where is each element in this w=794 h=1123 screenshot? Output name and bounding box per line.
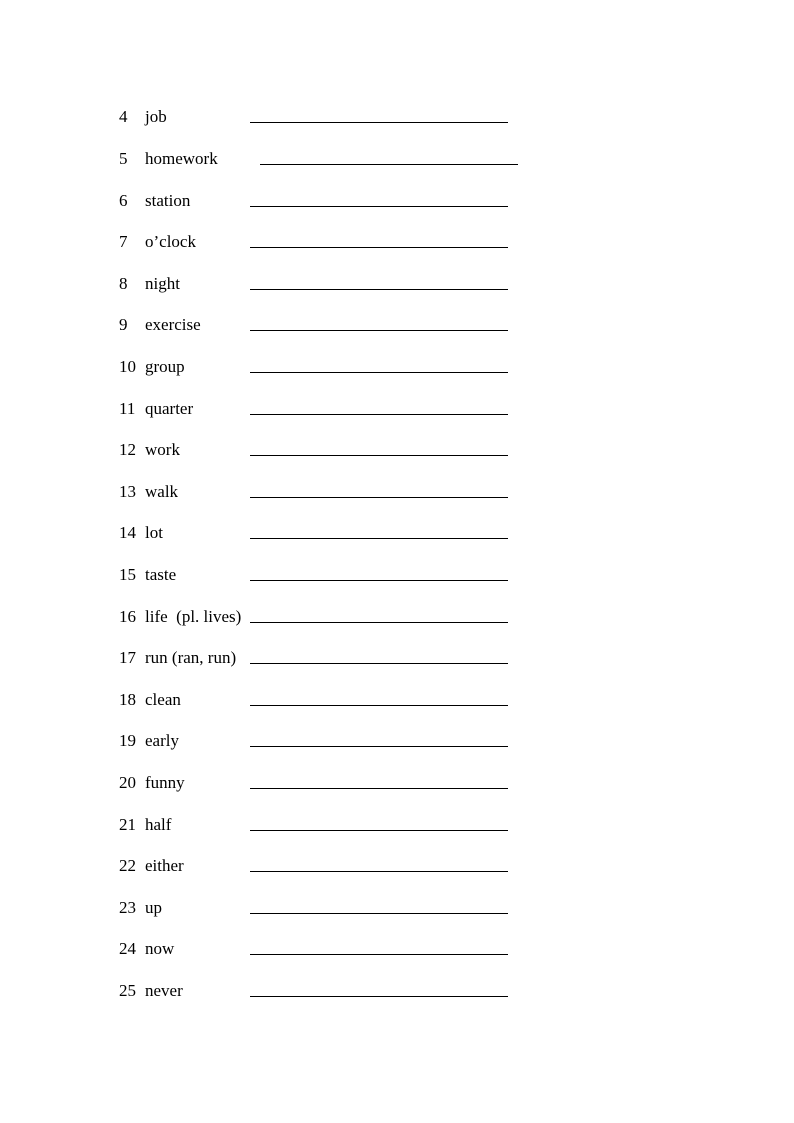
item-number: 21 — [119, 815, 136, 834]
item-word: exercise — [145, 315, 201, 334]
answer-blank[interactable] — [250, 746, 508, 747]
item-word: homework — [145, 149, 218, 168]
item-number: 6 — [119, 191, 128, 210]
item-number: 15 — [119, 565, 136, 584]
list-item — [0, 729, 794, 753]
item-word: never — [145, 981, 183, 1000]
list-item — [0, 937, 794, 961]
list-item — [0, 272, 794, 296]
answer-blank[interactable] — [250, 954, 508, 955]
list-item — [0, 646, 794, 670]
answer-blank[interactable] — [260, 164, 518, 165]
answer-blank[interactable] — [250, 372, 508, 373]
item-word: o’clock — [145, 232, 196, 251]
item-word: funny — [145, 773, 185, 792]
item-number: 17 — [119, 648, 136, 667]
item-number: 10 — [119, 357, 136, 376]
answer-blank[interactable] — [250, 247, 508, 248]
list-item — [0, 771, 794, 795]
item-word: group — [145, 357, 185, 376]
list-item — [0, 688, 794, 712]
list-item — [0, 813, 794, 837]
answer-blank[interactable] — [250, 538, 508, 539]
item-number: 13 — [119, 482, 136, 501]
answer-blank[interactable] — [250, 663, 508, 664]
item-number: 25 — [119, 981, 136, 1000]
list-item — [0, 896, 794, 920]
answer-blank[interactable] — [250, 330, 508, 331]
item-number: 22 — [119, 856, 136, 875]
answer-blank[interactable] — [250, 206, 508, 207]
list-item — [0, 563, 794, 587]
answer-blank[interactable] — [250, 705, 508, 706]
item-number: 11 — [119, 399, 136, 418]
list-item — [0, 105, 794, 129]
item-word: work — [145, 440, 180, 459]
item-word: taste — [145, 565, 177, 584]
answer-blank[interactable] — [250, 996, 508, 997]
item-number: 20 — [119, 773, 136, 792]
answer-blank[interactable] — [250, 455, 508, 456]
item-word: early — [145, 731, 179, 750]
answer-blank[interactable] — [250, 122, 508, 123]
list-item — [0, 521, 794, 545]
item-number: 12 — [119, 440, 136, 459]
answer-blank[interactable] — [250, 913, 508, 914]
item-number: 24 — [119, 939, 136, 958]
item-word: night — [145, 274, 180, 293]
item-number: 16 — [119, 607, 136, 626]
item-word: job — [145, 107, 167, 126]
item-number: 5 — [119, 149, 128, 168]
answer-blank[interactable] — [250, 580, 508, 581]
item-word: clean — [145, 690, 181, 709]
item-number: 14 — [119, 523, 136, 542]
item-word: walk — [145, 482, 179, 501]
item-number: 18 — [119, 690, 136, 709]
answer-blank[interactable] — [250, 289, 508, 290]
item-word: up — [145, 898, 162, 917]
list-item — [0, 438, 794, 462]
item-word: lot — [145, 523, 163, 542]
item-word: run (ran, run) — [145, 648, 237, 667]
list-item — [0, 230, 794, 254]
answer-blank[interactable] — [250, 497, 508, 498]
answer-blank[interactable] — [250, 414, 508, 415]
list-item — [0, 189, 794, 213]
item-word: half — [145, 815, 172, 834]
list-item — [0, 979, 794, 1003]
list-item — [0, 480, 794, 504]
answer-blank[interactable] — [250, 871, 508, 872]
list-item — [0, 313, 794, 337]
answer-blank[interactable] — [250, 788, 508, 789]
list-item — [0, 355, 794, 379]
item-number: 9 — [119, 315, 128, 334]
list-item — [0, 605, 794, 629]
list-item — [0, 397, 794, 421]
answer-blank[interactable] — [250, 830, 508, 831]
item-word: either — [145, 856, 184, 875]
item-word: now — [145, 939, 175, 958]
item-number: 8 — [119, 274, 128, 293]
answer-blank[interactable] — [250, 622, 508, 623]
item-number: 4 — [119, 107, 128, 126]
list-item — [0, 854, 794, 878]
list-item — [0, 147, 794, 171]
item-number: 7 — [119, 232, 128, 251]
item-word: station — [145, 191, 191, 210]
item-number: 19 — [119, 731, 136, 750]
item-word: life (pl. lives) — [145, 607, 242, 626]
item-word: quarter — [145, 399, 194, 418]
item-number: 23 — [119, 898, 136, 917]
